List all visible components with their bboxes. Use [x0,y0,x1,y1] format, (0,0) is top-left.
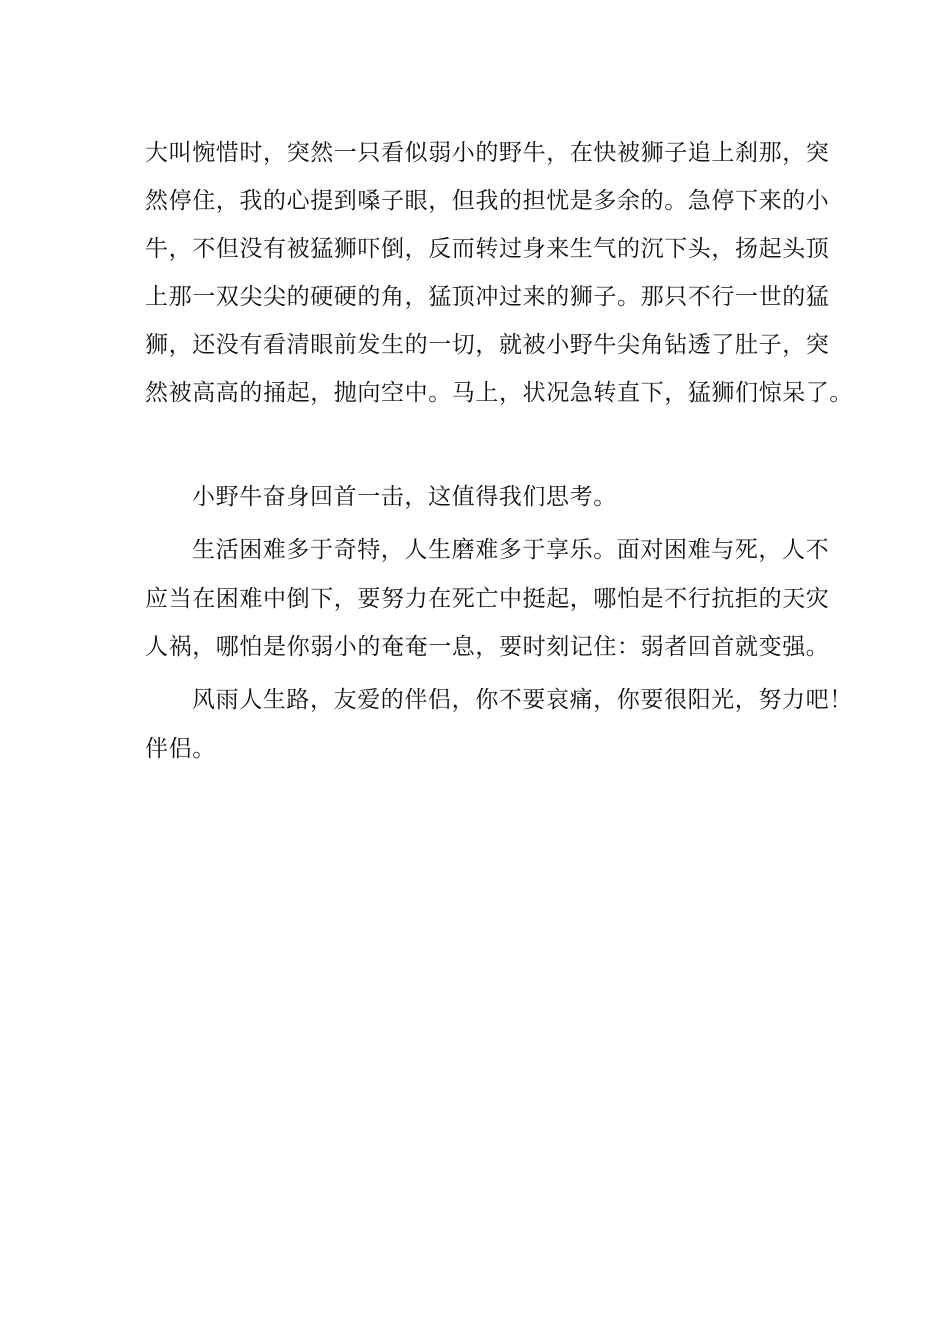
text-line: 风雨人生路，友爱的伴侣，你不要哀痛，你要很阳光，努力吧！ [192,687,853,713]
text-line: 大叫惋惜时，突然一只看似弱小的野牛，在快被狮子追上刹那，突 [145,140,830,166]
text-line: 上那一双尖尖的硬硬的角，猛顶冲过来的狮子。那只不行一世的猛 [145,284,830,310]
text-line: 小野牛奋身回首一击，这值得我们思考。 [192,484,617,510]
text-line: 牛，不但没有被猛狮吓倒，反而转过身来生气的沉下头，扬起头顶 [145,236,830,262]
text-line: 然停住，我的心提到嗓子眼，但我的担忧是多余的。急停下来的小 [145,188,830,214]
text-line: 狮，还没有看清眼前发生的一切，就被小野牛尖角钻透了肚子，突 [145,332,830,358]
text-line: 然被高高的捅起，抛向空中。马上，状况急转直下，猛狮们惊呆了。 [145,380,853,406]
text-line: 伴侣。 [145,736,216,762]
text-line: 生活困难多于奇特，人生磨难多于享乐。面对困难与死，人不 [192,537,830,563]
text-line: 应当在困难中倒下，要努力在死亡中挺起，哪怕是不行抗拒的天灾 [145,586,830,612]
text-line: 人祸，哪怕是你弱小的奄奄一息，要时刻记住：弱者回首就变强。 [145,634,830,660]
